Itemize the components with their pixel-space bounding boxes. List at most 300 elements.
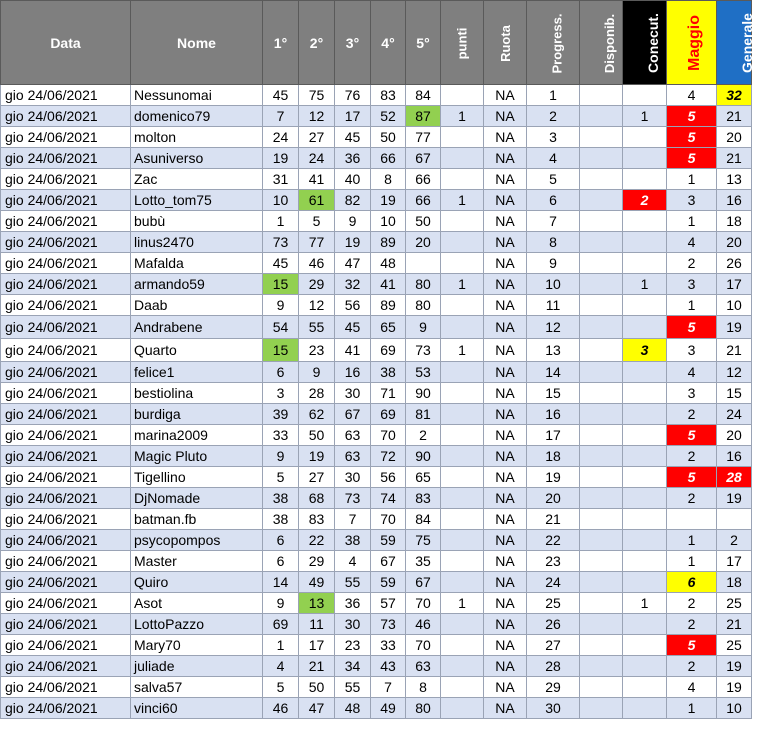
cell-n1[interactable]: 6 xyxy=(263,362,299,383)
cell-n1[interactable]: 19 xyxy=(263,148,299,169)
cell-punti[interactable] xyxy=(441,488,484,509)
cell-ruota[interactable]: NA xyxy=(484,362,527,383)
cell-data[interactable]: gio 24/06/2021 xyxy=(1,339,131,362)
cell-progress[interactable]: 21 xyxy=(527,509,580,530)
cell-maggio[interactable]: 5 xyxy=(667,106,717,127)
cell-n2[interactable]: 27 xyxy=(299,467,335,488)
cell-disponib[interactable] xyxy=(580,677,623,698)
cell-n1[interactable]: 9 xyxy=(263,295,299,316)
cell-nome[interactable]: psycopompos xyxy=(131,530,263,551)
cell-n3[interactable]: 9 xyxy=(335,211,371,232)
cell-generale[interactable]: 25 xyxy=(717,635,752,656)
cell-n1[interactable]: 45 xyxy=(263,85,299,106)
cell-n2[interactable]: 13 xyxy=(299,593,335,614)
cell-nome[interactable]: Quiro xyxy=(131,572,263,593)
cell-n5[interactable] xyxy=(406,253,441,274)
cell-maggio[interactable] xyxy=(667,509,717,530)
cell-generale[interactable]: 26 xyxy=(717,253,752,274)
cell-n3[interactable]: 55 xyxy=(335,572,371,593)
cell-generale[interactable]: 12 xyxy=(717,362,752,383)
cell-ruota[interactable]: NA xyxy=(484,467,527,488)
cell-nome[interactable]: Mary70 xyxy=(131,635,263,656)
cell-progress[interactable]: 26 xyxy=(527,614,580,635)
cell-n5[interactable]: 8 xyxy=(406,677,441,698)
cell-punti[interactable] xyxy=(441,509,484,530)
cell-n3[interactable]: 30 xyxy=(335,467,371,488)
cell-n1[interactable]: 73 xyxy=(263,232,299,253)
cell-conecut[interactable]: 3 xyxy=(623,339,667,362)
cell-n4[interactable]: 89 xyxy=(371,232,406,253)
cell-n2[interactable]: 17 xyxy=(299,635,335,656)
cell-data[interactable]: gio 24/06/2021 xyxy=(1,551,131,572)
cell-n3[interactable]: 55 xyxy=(335,677,371,698)
cell-n2[interactable]: 27 xyxy=(299,127,335,148)
cell-n4[interactable]: 10 xyxy=(371,211,406,232)
cell-n2[interactable]: 49 xyxy=(299,572,335,593)
cell-nome[interactable]: Magic Pluto xyxy=(131,446,263,467)
col-header-n4[interactable] xyxy=(371,1,406,85)
cell-n3[interactable]: 40 xyxy=(335,169,371,190)
cell-ruota[interactable]: NA xyxy=(484,127,527,148)
cell-n3[interactable]: 7 xyxy=(335,509,371,530)
cell-generale[interactable]: 10 xyxy=(717,295,752,316)
cell-n5[interactable]: 73 xyxy=(406,339,441,362)
cell-ruota[interactable]: NA xyxy=(484,253,527,274)
cell-punti[interactable] xyxy=(441,148,484,169)
cell-generale[interactable]: 20 xyxy=(717,127,752,148)
cell-maggio[interactable]: 3 xyxy=(667,339,717,362)
cell-n5[interactable]: 80 xyxy=(406,295,441,316)
cell-ruota[interactable]: NA xyxy=(484,572,527,593)
cell-n5[interactable]: 70 xyxy=(406,635,441,656)
cell-n3[interactable]: 67 xyxy=(335,404,371,425)
cell-n5[interactable]: 67 xyxy=(406,148,441,169)
cell-n4[interactable]: 74 xyxy=(371,488,406,509)
cell-punti[interactable]: 1 xyxy=(441,106,484,127)
cell-progress[interactable]: 5 xyxy=(527,169,580,190)
cell-disponib[interactable] xyxy=(580,614,623,635)
cell-n3[interactable]: 4 xyxy=(335,551,371,572)
cell-generale[interactable]: 19 xyxy=(717,656,752,677)
cell-data[interactable]: gio 24/06/2021 xyxy=(1,572,131,593)
cell-n3[interactable]: 16 xyxy=(335,362,371,383)
cell-disponib[interactable] xyxy=(580,572,623,593)
cell-n2[interactable]: 50 xyxy=(299,677,335,698)
cell-nome[interactable]: molton xyxy=(131,127,263,148)
cell-nome[interactable]: Nessunomai xyxy=(131,85,263,106)
cell-generale[interactable]: 20 xyxy=(717,425,752,446)
cell-n2[interactable]: 11 xyxy=(299,614,335,635)
cell-punti[interactable] xyxy=(441,677,484,698)
cell-n3[interactable]: 32 xyxy=(335,274,371,295)
cell-n2[interactable]: 55 xyxy=(299,316,335,339)
cell-maggio[interactable]: 4 xyxy=(667,232,717,253)
col-header-generale[interactable] xyxy=(717,1,755,85)
cell-maggio[interactable]: 3 xyxy=(667,190,717,211)
cell-punti[interactable] xyxy=(441,530,484,551)
cell-data[interactable]: gio 24/06/2021 xyxy=(1,295,131,316)
cell-maggio[interactable]: 2 xyxy=(667,614,717,635)
cell-n5[interactable]: 66 xyxy=(406,190,441,211)
cell-n2[interactable]: 61 xyxy=(299,190,335,211)
col-header-ruota[interactable] xyxy=(484,1,527,85)
cell-n2[interactable]: 22 xyxy=(299,530,335,551)
cell-generale[interactable]: 19 xyxy=(717,677,752,698)
cell-ruota[interactable]: NA xyxy=(484,446,527,467)
cell-n3[interactable]: 17 xyxy=(335,106,371,127)
col-header-n2[interactable] xyxy=(299,1,335,85)
cell-n1[interactable]: 3 xyxy=(263,383,299,404)
cell-generale[interactable]: 18 xyxy=(717,211,752,232)
cell-nome[interactable]: Andrabene xyxy=(131,316,263,339)
col-header-maggio[interactable] xyxy=(667,1,717,85)
cell-nome[interactable]: LottoPazzo xyxy=(131,614,263,635)
cell-conecut[interactable] xyxy=(623,677,667,698)
cell-maggio[interactable]: 2 xyxy=(667,253,717,274)
cell-n4[interactable]: 73 xyxy=(371,614,406,635)
cell-n3[interactable]: 30 xyxy=(335,614,371,635)
cell-data[interactable]: gio 24/06/2021 xyxy=(1,169,131,190)
cell-n5[interactable]: 2 xyxy=(406,425,441,446)
col-header-data[interactable] xyxy=(1,1,131,85)
cell-n1[interactable]: 69 xyxy=(263,614,299,635)
cell-disponib[interactable] xyxy=(580,169,623,190)
cell-n5[interactable]: 84 xyxy=(406,85,441,106)
cell-conecut[interactable] xyxy=(623,253,667,274)
cell-ruota[interactable]: NA xyxy=(484,677,527,698)
cell-n3[interactable]: 48 xyxy=(335,698,371,719)
cell-data[interactable]: gio 24/06/2021 xyxy=(1,467,131,488)
cell-maggio[interactable]: 1 xyxy=(667,169,717,190)
cell-n3[interactable]: 56 xyxy=(335,295,371,316)
cell-n4[interactable]: 70 xyxy=(371,509,406,530)
cell-punti[interactable] xyxy=(441,127,484,148)
cell-punti[interactable] xyxy=(441,253,484,274)
cell-n1[interactable]: 33 xyxy=(263,425,299,446)
cell-nome[interactable]: salva57 xyxy=(131,677,263,698)
cell-disponib[interactable] xyxy=(580,530,623,551)
cell-disponib[interactable] xyxy=(580,467,623,488)
cell-n5[interactable]: 46 xyxy=(406,614,441,635)
cell-nome[interactable]: bestiolina xyxy=(131,383,263,404)
cell-generale[interactable]: 21 xyxy=(717,614,752,635)
cell-progress[interactable]: 30 xyxy=(527,698,580,719)
cell-n1[interactable]: 1 xyxy=(263,635,299,656)
cell-disponib[interactable] xyxy=(580,106,623,127)
cell-generale[interactable]: 24 xyxy=(717,404,752,425)
cell-nome[interactable]: vinci60 xyxy=(131,698,263,719)
cell-generale[interactable]: 17 xyxy=(717,551,752,572)
cell-conecut[interactable] xyxy=(623,551,667,572)
cell-data[interactable]: gio 24/06/2021 xyxy=(1,316,131,339)
cell-progress[interactable]: 2 xyxy=(527,106,580,127)
cell-punti[interactable] xyxy=(441,362,484,383)
cell-n4[interactable]: 50 xyxy=(371,127,406,148)
cell-data[interactable]: gio 24/06/2021 xyxy=(1,253,131,274)
cell-n1[interactable]: 1 xyxy=(263,211,299,232)
cell-conecut[interactable] xyxy=(623,572,667,593)
cell-conecut[interactable] xyxy=(623,530,667,551)
cell-progress[interactable]: 14 xyxy=(527,362,580,383)
cell-n3[interactable]: 76 xyxy=(335,85,371,106)
cell-maggio[interactable]: 4 xyxy=(667,362,717,383)
cell-data[interactable]: gio 24/06/2021 xyxy=(1,190,131,211)
cell-conecut[interactable] xyxy=(623,383,667,404)
cell-progress[interactable]: 12 xyxy=(527,316,580,339)
cell-conecut[interactable] xyxy=(623,85,667,106)
cell-conecut[interactable] xyxy=(623,614,667,635)
cell-ruota[interactable]: NA xyxy=(484,530,527,551)
cell-n3[interactable]: 45 xyxy=(335,127,371,148)
cell-n3[interactable]: 45 xyxy=(335,316,371,339)
cell-punti[interactable]: 1 xyxy=(441,339,484,362)
cell-n1[interactable]: 39 xyxy=(263,404,299,425)
cell-ruota[interactable]: NA xyxy=(484,316,527,339)
cell-n1[interactable]: 14 xyxy=(263,572,299,593)
cell-n3[interactable]: 34 xyxy=(335,656,371,677)
cell-progress[interactable]: 18 xyxy=(527,446,580,467)
cell-maggio[interactable]: 3 xyxy=(667,383,717,404)
cell-progress[interactable]: 23 xyxy=(527,551,580,572)
col-header-n3[interactable] xyxy=(335,1,371,85)
cell-n3[interactable]: 63 xyxy=(335,446,371,467)
cell-ruota[interactable]: NA xyxy=(484,339,527,362)
cell-conecut[interactable] xyxy=(623,127,667,148)
cell-ruota[interactable]: NA xyxy=(484,635,527,656)
cell-ruota[interactable]: NA xyxy=(484,404,527,425)
cell-n2[interactable]: 41 xyxy=(299,169,335,190)
cell-n3[interactable]: 36 xyxy=(335,593,371,614)
cell-disponib[interactable] xyxy=(580,295,623,316)
cell-n5[interactable]: 50 xyxy=(406,211,441,232)
cell-punti[interactable] xyxy=(441,572,484,593)
cell-n5[interactable]: 80 xyxy=(406,274,441,295)
cell-n1[interactable]: 6 xyxy=(263,551,299,572)
cell-n2[interactable]: 28 xyxy=(299,383,335,404)
cell-conecut[interactable] xyxy=(623,169,667,190)
cell-punti[interactable] xyxy=(441,635,484,656)
cell-maggio[interactable]: 2 xyxy=(667,404,717,425)
cell-n2[interactable]: 29 xyxy=(299,551,335,572)
cell-data[interactable]: gio 24/06/2021 xyxy=(1,698,131,719)
cell-conecut[interactable] xyxy=(623,488,667,509)
cell-n3[interactable]: 19 xyxy=(335,232,371,253)
cell-progress[interactable]: 10 xyxy=(527,274,580,295)
cell-n1[interactable]: 9 xyxy=(263,593,299,614)
cell-disponib[interactable] xyxy=(580,127,623,148)
cell-n3[interactable]: 30 xyxy=(335,383,371,404)
cell-n1[interactable]: 5 xyxy=(263,467,299,488)
cell-conecut[interactable]: 1 xyxy=(623,593,667,614)
cell-n4[interactable]: 83 xyxy=(371,85,406,106)
cell-punti[interactable] xyxy=(441,425,484,446)
cell-n4[interactable]: 57 xyxy=(371,593,406,614)
cell-n5[interactable]: 66 xyxy=(406,169,441,190)
cell-punti[interactable] xyxy=(441,551,484,572)
cell-progress[interactable]: 4 xyxy=(527,148,580,169)
cell-n4[interactable]: 72 xyxy=(371,446,406,467)
cell-n1[interactable]: 31 xyxy=(263,169,299,190)
cell-conecut[interactable]: 1 xyxy=(623,106,667,127)
cell-data[interactable]: gio 24/06/2021 xyxy=(1,148,131,169)
cell-n5[interactable]: 90 xyxy=(406,446,441,467)
cell-n2[interactable]: 12 xyxy=(299,106,335,127)
cell-ruota[interactable]: NA xyxy=(484,190,527,211)
cell-n5[interactable]: 9 xyxy=(406,316,441,339)
cell-generale[interactable]: 13 xyxy=(717,169,752,190)
cell-progress[interactable]: 16 xyxy=(527,404,580,425)
cell-data[interactable]: gio 24/06/2021 xyxy=(1,446,131,467)
cell-progress[interactable]: 28 xyxy=(527,656,580,677)
cell-maggio[interactable]: 6 xyxy=(667,572,717,593)
cell-generale[interactable]: 25 xyxy=(717,593,752,614)
cell-n2[interactable]: 23 xyxy=(299,339,335,362)
cell-disponib[interactable] xyxy=(580,509,623,530)
cell-nome[interactable]: felice1 xyxy=(131,362,263,383)
cell-ruota[interactable]: NA xyxy=(484,425,527,446)
cell-maggio[interactable]: 1 xyxy=(667,211,717,232)
cell-punti[interactable] xyxy=(441,698,484,719)
cell-n5[interactable]: 77 xyxy=(406,127,441,148)
cell-n1[interactable]: 5 xyxy=(263,677,299,698)
cell-n4[interactable]: 66 xyxy=(371,148,406,169)
cell-ruota[interactable]: NA xyxy=(484,593,527,614)
cell-ruota[interactable]: NA xyxy=(484,148,527,169)
cell-generale[interactable]: 21 xyxy=(717,339,752,362)
cell-punti[interactable]: 1 xyxy=(441,274,484,295)
cell-n2[interactable]: 46 xyxy=(299,253,335,274)
cell-punti[interactable] xyxy=(441,467,484,488)
cell-n1[interactable]: 7 xyxy=(263,106,299,127)
cell-punti[interactable] xyxy=(441,316,484,339)
cell-data[interactable]: gio 24/06/2021 xyxy=(1,593,131,614)
cell-data[interactable]: gio 24/06/2021 xyxy=(1,362,131,383)
cell-disponib[interactable] xyxy=(580,656,623,677)
cell-n1[interactable]: 38 xyxy=(263,509,299,530)
cell-maggio[interactable]: 1 xyxy=(667,295,717,316)
cell-disponib[interactable] xyxy=(580,85,623,106)
cell-nome[interactable]: armando59 xyxy=(131,274,263,295)
cell-n5[interactable]: 87 xyxy=(406,106,441,127)
cell-data[interactable]: gio 24/06/2021 xyxy=(1,677,131,698)
cell-n5[interactable]: 35 xyxy=(406,551,441,572)
cell-maggio[interactable]: 5 xyxy=(667,635,717,656)
cell-ruota[interactable]: NA xyxy=(484,383,527,404)
cell-conecut[interactable] xyxy=(623,509,667,530)
cell-maggio[interactable]: 2 xyxy=(667,446,717,467)
cell-ruota[interactable]: NA xyxy=(484,698,527,719)
cell-progress[interactable]: 8 xyxy=(527,232,580,253)
col-header-disponib[interactable] xyxy=(580,1,623,85)
cell-conecut[interactable] xyxy=(623,446,667,467)
cell-n5[interactable]: 75 xyxy=(406,530,441,551)
cell-nome[interactable]: linus2470 xyxy=(131,232,263,253)
cell-data[interactable]: gio 24/06/2021 xyxy=(1,635,131,656)
cell-n1[interactable]: 10 xyxy=(263,190,299,211)
cell-disponib[interactable] xyxy=(580,488,623,509)
cell-data[interactable]: gio 24/06/2021 xyxy=(1,211,131,232)
cell-punti[interactable] xyxy=(441,656,484,677)
cell-progress[interactable]: 19 xyxy=(527,467,580,488)
cell-data[interactable]: gio 24/06/2021 xyxy=(1,106,131,127)
cell-generale[interactable]: 19 xyxy=(717,316,752,339)
cell-progress[interactable]: 9 xyxy=(527,253,580,274)
cell-n5[interactable]: 80 xyxy=(406,698,441,719)
cell-n2[interactable]: 68 xyxy=(299,488,335,509)
cell-n4[interactable]: 49 xyxy=(371,698,406,719)
cell-n4[interactable]: 48 xyxy=(371,253,406,274)
cell-n3[interactable]: 82 xyxy=(335,190,371,211)
cell-disponib[interactable] xyxy=(580,211,623,232)
cell-maggio[interactable]: 2 xyxy=(667,488,717,509)
cell-maggio[interactable]: 4 xyxy=(667,677,717,698)
cell-n1[interactable]: 46 xyxy=(263,698,299,719)
cell-maggio[interactable]: 5 xyxy=(667,316,717,339)
cell-progress[interactable]: 13 xyxy=(527,339,580,362)
cell-ruota[interactable]: NA xyxy=(484,656,527,677)
cell-maggio[interactable]: 1 xyxy=(667,698,717,719)
cell-maggio[interactable]: 2 xyxy=(667,656,717,677)
cell-data[interactable]: gio 24/06/2021 xyxy=(1,85,131,106)
cell-disponib[interactable] xyxy=(580,551,623,572)
cell-disponib[interactable] xyxy=(580,446,623,467)
cell-data[interactable]: gio 24/06/2021 xyxy=(1,509,131,530)
cell-conecut[interactable]: 1 xyxy=(623,274,667,295)
cell-maggio[interactable]: 3 xyxy=(667,274,717,295)
cell-progress[interactable]: 11 xyxy=(527,295,580,316)
cell-n4[interactable]: 56 xyxy=(371,467,406,488)
cell-n2[interactable]: 9 xyxy=(299,362,335,383)
cell-disponib[interactable] xyxy=(580,316,623,339)
cell-generale[interactable]: 17 xyxy=(717,274,752,295)
cell-maggio[interactable]: 5 xyxy=(667,425,717,446)
cell-n2[interactable]: 77 xyxy=(299,232,335,253)
cell-progress[interactable]: 15 xyxy=(527,383,580,404)
cell-generale[interactable]: 21 xyxy=(717,148,752,169)
cell-n5[interactable]: 90 xyxy=(406,383,441,404)
cell-progress[interactable]: 3 xyxy=(527,127,580,148)
cell-n2[interactable]: 12 xyxy=(299,295,335,316)
cell-nome[interactable]: Quarto xyxy=(131,339,263,362)
cell-conecut[interactable] xyxy=(623,232,667,253)
cell-conecut[interactable] xyxy=(623,316,667,339)
cell-n4[interactable]: 67 xyxy=(371,551,406,572)
cell-n4[interactable]: 33 xyxy=(371,635,406,656)
cell-n5[interactable]: 63 xyxy=(406,656,441,677)
cell-generale[interactable]: 28 xyxy=(717,467,752,488)
cell-conecut[interactable] xyxy=(623,698,667,719)
cell-ruota[interactable]: NA xyxy=(484,488,527,509)
cell-n4[interactable]: 19 xyxy=(371,190,406,211)
cell-punti[interactable] xyxy=(441,295,484,316)
cell-n3[interactable]: 63 xyxy=(335,425,371,446)
cell-punti[interactable] xyxy=(441,383,484,404)
col-header-punti[interactable] xyxy=(441,1,484,85)
cell-n4[interactable]: 70 xyxy=(371,425,406,446)
cell-data[interactable]: gio 24/06/2021 xyxy=(1,404,131,425)
cell-n1[interactable]: 4 xyxy=(263,656,299,677)
cell-n1[interactable]: 38 xyxy=(263,488,299,509)
cell-punti[interactable] xyxy=(441,404,484,425)
cell-n5[interactable]: 53 xyxy=(406,362,441,383)
cell-n5[interactable]: 81 xyxy=(406,404,441,425)
cell-n5[interactable]: 83 xyxy=(406,488,441,509)
cell-disponib[interactable] xyxy=(580,383,623,404)
cell-n4[interactable]: 43 xyxy=(371,656,406,677)
cell-nome[interactable]: Tigellino xyxy=(131,467,263,488)
cell-nome[interactable]: DjNomade xyxy=(131,488,263,509)
cell-progress[interactable]: 1 xyxy=(527,85,580,106)
